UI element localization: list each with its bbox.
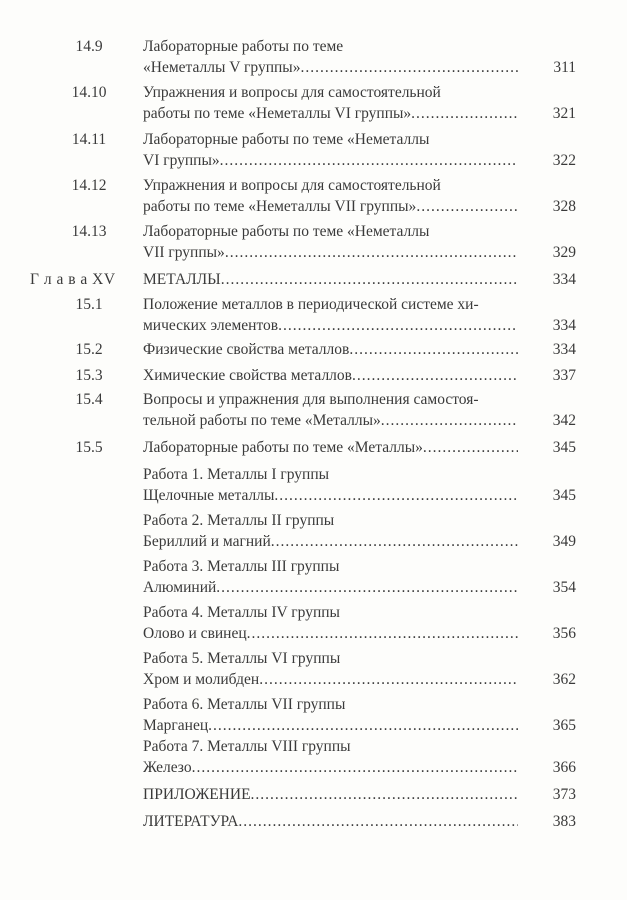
dot-leader (352, 367, 518, 385)
dot-leader (192, 759, 518, 777)
entry-title-text: Физические свойства металлов (143, 341, 350, 358)
section-number: 15.3 (75, 367, 103, 384)
page-number: 321 (552, 105, 576, 122)
dot-leader (278, 317, 518, 335)
entry-title-text: Работа 5. Металлы VI группы (143, 650, 341, 667)
dot-leader (225, 244, 518, 262)
entry-title-line (143, 271, 518, 289)
entry-title-text: мических элементов (143, 317, 279, 334)
section-number: 14.10 (71, 84, 107, 101)
entry-title-text: VII группы» (143, 244, 225, 261)
dot-leader (221, 271, 518, 289)
dot-leader (247, 625, 518, 643)
entry-title-text: Хром и молибден (143, 671, 260, 688)
page-number: 334 (552, 317, 576, 334)
entry-title-line (143, 759, 518, 777)
entry-title-text: Олово и свинец (143, 625, 247, 642)
page-number: 329 (552, 244, 576, 261)
section-number: 15.1 (75, 296, 103, 313)
entry-title-text: Лабораторные работы по теме «Металлы» (143, 439, 423, 456)
entry-title-line (143, 198, 518, 216)
entry-title-line (143, 717, 518, 735)
entry-title-line (143, 813, 518, 831)
dot-leader (381, 412, 518, 430)
page-number: 334 (552, 341, 576, 358)
dot-leader (208, 717, 518, 735)
entry-title-line (143, 671, 518, 689)
dot-leader (216, 579, 518, 597)
entry-title-text: тельной работы по теме «Металлы» (143, 412, 381, 429)
entry-title-line (143, 487, 518, 505)
section-number: 14.11 (71, 131, 107, 148)
entry-title-line (143, 131, 518, 149)
dot-leader (220, 152, 518, 170)
dot-leader (251, 786, 518, 804)
entry-title-text: «Неметаллы V группы» (143, 59, 301, 76)
entry-title-text: работы по теме «Неметаллы VI группы» (143, 105, 412, 122)
entry-title-line (143, 341, 518, 359)
entry-title-line (143, 579, 518, 597)
entry-title-text: Упражнения и вопросы для самостоятельной (143, 177, 441, 194)
page-number: 345 (552, 439, 576, 456)
entry-title-line (143, 38, 518, 56)
entry-title-text: Химические свойства металлов (143, 367, 352, 384)
section-number: 14.9 (75, 38, 103, 55)
page-number: 322 (552, 152, 576, 169)
entry-title-line (143, 466, 518, 484)
page-number: 383 (552, 813, 576, 830)
entry-title-text: Марганец (143, 717, 209, 734)
entry-title-line (143, 412, 518, 430)
section-number: 15.5 (75, 439, 103, 456)
entry-title-text: работы по теме «Неметаллы VII группы» (143, 198, 417, 215)
entry-title-line (143, 177, 518, 195)
entry-title-line (143, 367, 518, 385)
entry-title-line (143, 84, 518, 102)
entry-title-line (143, 533, 518, 551)
page-number: 337 (552, 367, 576, 384)
entry-title-line (143, 152, 518, 170)
entry-title-line (143, 223, 518, 241)
page-number: 311 (553, 59, 576, 76)
entry-title-text: Вопросы и упражнения для выполнения самостоя- (143, 391, 479, 408)
dot-leader (349, 341, 518, 359)
entry-title-line (143, 439, 518, 457)
entry-title-line (143, 696, 518, 714)
section-number: 15.2 (75, 341, 103, 358)
entry-title-text: Лабораторные работы по теме «Неметаллы (143, 131, 430, 148)
entry-title-line (143, 391, 518, 409)
page-number: 328 (552, 198, 576, 215)
entry-title-line (143, 558, 518, 576)
entry-title-line (143, 296, 518, 314)
entry-title-line (143, 604, 518, 622)
dot-leader (300, 59, 518, 77)
page-number: 345 (552, 487, 576, 504)
chapter-number: Г л а в а XV (30, 271, 116, 288)
section-number: 14.13 (71, 223, 107, 240)
section-number: 15.4 (75, 391, 103, 408)
page-number: 354 (552, 579, 576, 596)
page-number: 334 (552, 271, 576, 288)
entry-title-text: Положение металлов в периодической системе хи- (143, 296, 479, 313)
section-number: 14.12 (71, 177, 107, 194)
entry-title-line (143, 105, 518, 123)
page-number: 373 (552, 786, 576, 803)
entry-title-text: Железо (143, 759, 192, 776)
page-number: 342 (552, 412, 576, 429)
dot-leader (259, 671, 518, 689)
entry-title-text: Лабораторные работы по теме «Неметаллы (143, 223, 430, 240)
entry-title-line (143, 738, 518, 756)
dot-leader (411, 105, 518, 123)
entry-title-text: Лабораторные работы по теме (143, 38, 344, 55)
dot-leader (416, 198, 518, 216)
page-number: 366 (552, 759, 576, 776)
entry-title-text: Работа 1. Металлы I группы (143, 466, 330, 483)
entry-title-text: Упражнения и вопросы для самостоятельной (143, 84, 441, 101)
entry-title-text: VI группы» (143, 152, 220, 169)
entry-title-text: Щелочные металлы (143, 487, 275, 504)
entry-title-text: МЕТАЛЛЫ (143, 271, 221, 288)
entry-title-line (143, 244, 518, 262)
entry-title-line (143, 317, 518, 335)
entry-title-text: ПРИЛОЖЕНИЕ (143, 786, 251, 803)
dot-leader (238, 813, 518, 831)
entry-title-text: Работа 2. Металлы II группы (143, 512, 335, 529)
entry-title-line (143, 512, 518, 530)
dot-leader (271, 533, 518, 551)
entry-title-text: ЛИТЕРАТУРА (143, 813, 239, 830)
dot-leader (274, 487, 518, 505)
entry-title-text: Работа 4. Металлы IV группы (143, 604, 340, 621)
page-number: 349 (552, 533, 576, 550)
entry-title-text: Алюминий (143, 579, 217, 596)
entry-title-line (143, 650, 518, 668)
entry-title-text: Бериллий и магний (143, 533, 271, 550)
page-number: 362 (552, 671, 576, 688)
entry-title-text: Работа 7. Металлы VIII группы (143, 738, 351, 755)
page-number: 365 (552, 717, 576, 734)
entry-title-text: Работа 6. Металлы VII группы (143, 696, 346, 713)
dot-leader (423, 439, 518, 457)
entry-title-line (143, 625, 518, 643)
entry-title-line (143, 59, 518, 77)
entry-title-text: Работа 3. Металлы III группы (143, 558, 340, 575)
entry-title-line (143, 786, 518, 804)
page-number: 356 (552, 625, 576, 642)
